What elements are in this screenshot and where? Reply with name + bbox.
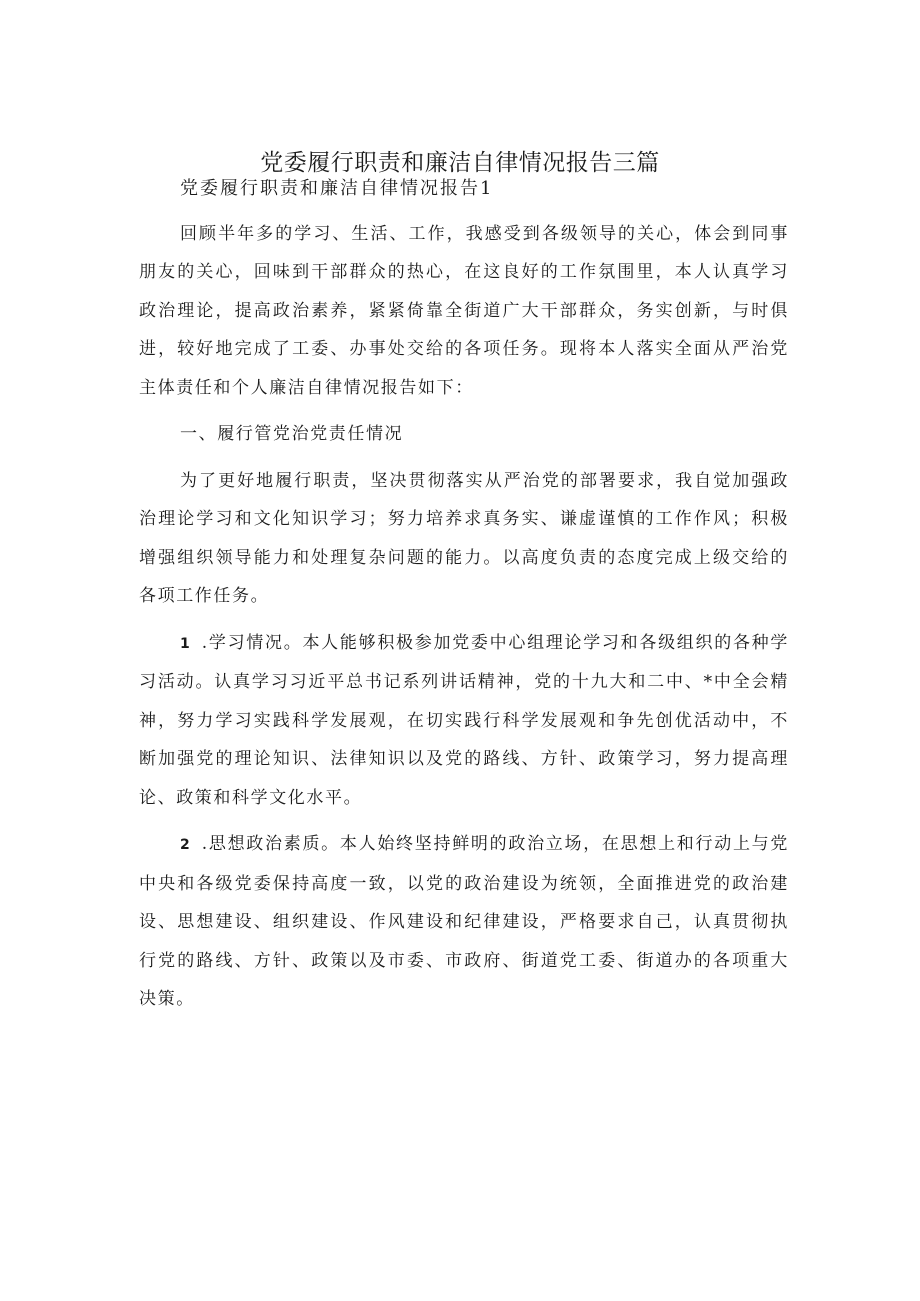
document-body	[139, 170, 789, 1027]
intro-paragraph: 回顾半年多的学习、生活、工作，我感受到各级领导的关心，体会到同事朋友的关心，回味到干部群众的热心，在这良好的工作氛围里，本人认真学习政治理论，提高政治素养，紧紧倚靠全街道广大干部群众，务实创新，与时俱进，较好地完成了工委、办事处交给的各项任务。现将本人落实全面从严治党主体责任和个人廉洁自律情况报告如下：	[139, 223, 789, 398]
item-text-1: .学习情况。本人能够积极参加党委中心组理论学习和各级组织的各种学习活动。认真学习习近平总书记系列讲话精神，党的十九大和二中、*中全会精神，努力学习实践科学发展观，在切实践行科学发展观和争先创优活动中，不断加强党的理论知识、法律知识以及党的路线、方针、政策学习，努力提高理论、政策和科学文化水平。	[139, 632, 789, 808]
item-number-2: 2	[180, 837, 190, 853]
item-number-1: 1	[180, 635, 190, 652]
section-paragraph: 为了更好地履行职责，坚决贯彻落实从严治党的部署要求，我自觉加强政治理论学习和文化知识学习；努力培养求真务实、谦虚谨慎的工作作风；积极增强组织领导能力和处理复杂问题的能力。以高度负责的态度完成上级交给的各项工作任务。	[139, 470, 789, 606]
item-text-2: .思想政治素质。本人始终坚持鲜明的政治立场，在思想上和行动上与党中央和各级党委保持高度一致，以党的政治建设为统领，全面推进党的政治建设、思想建设、组织建设、作风建设和纪律建设，严格要求自己，认真贯彻执行党的路线、方针、政策以及市委、市政府、街道党工委、街道办的各项重大决策。	[139, 834, 789, 1009]
document-title: 党委履行职责和廉洁自律情况报告三篇	[260, 150, 660, 176]
report-subtitle: 党委履行职责和廉洁自律情况报告1	[180, 178, 494, 199]
numbered-item-2	[139, 825, 789, 1019]
section-heading: 一、履行管党治党责任情况	[180, 424, 404, 444]
numbered-item-1	[139, 624, 789, 818]
